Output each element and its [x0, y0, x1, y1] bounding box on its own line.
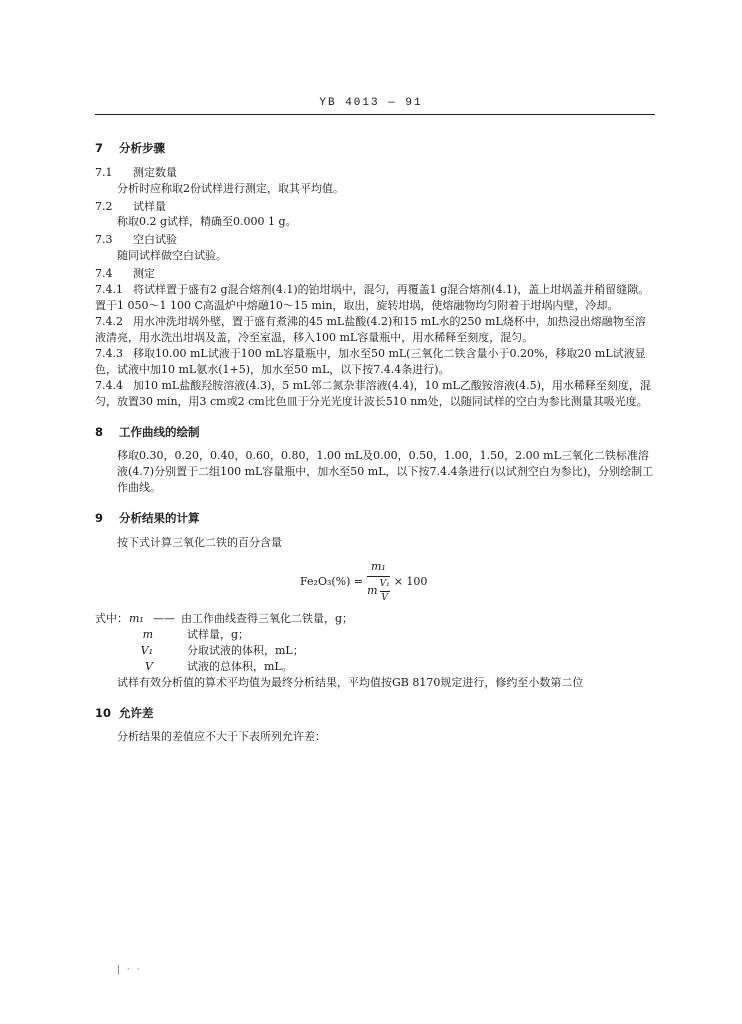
section-7-1-heading	[95, 165, 655, 181]
formula-numerator: m₁	[370, 559, 386, 573]
section-10-text: 分析结果的差值应不大于下表所列允许差：	[117, 730, 326, 744]
variable-description: 由工作曲线查得三氧化二铁量，g；	[181, 611, 354, 625]
variable-description: 试液的总体积，mL。	[187, 659, 293, 673]
section-7-1-title: 测定数量	[133, 165, 177, 179]
section-7-4-number: 7.4	[95, 267, 113, 281]
section-10-heading	[95, 705, 655, 722]
section-7-2-title: 试样量	[133, 199, 166, 213]
section-7-title: 分析步骤	[119, 141, 165, 155]
formula-inner-fraction	[380, 578, 390, 605]
variable-row	[95, 643, 655, 659]
section-7-4-3-number: 7.4.3	[95, 346, 123, 360]
variable-symbol: m	[142, 627, 153, 641]
section-9-heading	[95, 510, 655, 527]
section-7-4-3	[95, 346, 655, 378]
variable-row	[95, 611, 655, 627]
section-7-3-title: 空白试验	[133, 233, 177, 247]
variable-dash	[159, 659, 187, 675]
formula-denominator	[367, 578, 390, 605]
document-body	[95, 126, 655, 745]
variable-row	[95, 659, 655, 675]
section-9-intro: 按下式计算三氧化二铁的百分含量	[117, 535, 282, 549]
section-7-4-1-number: 7.4.1	[95, 283, 123, 297]
section-7-1-number: 7.1	[95, 165, 113, 179]
variable-symbol: m₁	[129, 611, 144, 625]
section-7-3-number: 7.3	[95, 233, 113, 247]
section-8-title: 工作曲线的绘制	[119, 424, 200, 439]
section-7-4-heading	[95, 266, 655, 282]
section-7-4-4	[95, 378, 655, 410]
variable-description: 试样量，g；	[187, 627, 250, 641]
formula-times: × 100	[393, 574, 428, 588]
formula-lhs: Fe₂O₃(%) =	[300, 574, 364, 588]
variable-row	[95, 627, 655, 643]
section-7-1-text: 分析时应称取2份试样进行测定，取其平均值。	[117, 181, 344, 195]
section-7-2-heading	[95, 199, 655, 215]
section-7-4-1-text: 将试样置于盛有2 g混合熔剂(4.1)的铂坩埚中，混匀，再覆盖1 g混合熔剂(4.1)，盖上坩埚盖并稍留缝隙。置于1 050～1 100 C高温炉中熔融10～15 min，取出，旋转坩埚，使熔融物均匀附着于坩埚内壁，冷却。	[95, 283, 650, 313]
section-7-3-text: 随同试样做空白试验。	[117, 249, 227, 263]
section-7-heading	[95, 140, 655, 157]
section-9-tail: 试样有效分析值的算术平均值为最终分析结果，平均值按GB 8170规定进行，修约至小数第二位	[117, 675, 584, 689]
formula-inner-numerator: V₁	[379, 578, 390, 589]
section-7-3-heading	[95, 232, 655, 248]
section-7-4-1	[95, 282, 655, 314]
section-7-4-title: 测定	[133, 267, 155, 281]
formula-block	[95, 559, 655, 603]
section-7-4-3-text: 移取10.00 mL试液于100 mL容量瓶中，加水至50 mL(三氧化二铁含量小于0.20%，移取20 mL试液显色，试液中加10 mL氨水(1+5)，加水至50 mL，以下按7.4.4条进行)。	[95, 346, 646, 376]
where-label: 式中：	[95, 611, 128, 625]
variable-dash	[159, 627, 187, 643]
section-7-4-2-number: 7.4.2	[95, 315, 123, 329]
section-7-4-2	[95, 314, 655, 346]
section-8-heading	[95, 424, 655, 441]
variable-description: 分取试液的体积，mL；	[187, 643, 304, 657]
variable-dash: ——	[153, 611, 175, 625]
formula-fraction	[367, 559, 390, 605]
section-9-number: 9	[95, 511, 104, 526]
section-9-title: 分析结果的计算	[119, 511, 200, 526]
header-rule	[95, 114, 655, 115]
fraction-bar	[367, 576, 390, 577]
section-7-2-text: 称取0.2 g试样，精确至0.000 1 g。	[117, 215, 297, 229]
section-8-number: 8	[95, 424, 104, 439]
formula-m: m	[367, 584, 378, 598]
variable-definitions	[95, 611, 655, 675]
section-8-text: 移取0.30，0.20，0.40，0.60，0.80，1.00 mL及0.00，0.50，1.00，1.50，2.00 mL三氧化二铁标准溶液(4.7)分别置于二组100 mL容量瓶中，加水至50 mL，以下按7.4.4条进行(以试剂空白为参比)，分别绘制工作曲线。	[117, 449, 654, 495]
variable-dash	[159, 643, 187, 659]
section-10-number: 10	[95, 705, 112, 720]
formula-inner-denominator: V	[381, 592, 388, 603]
variable-symbol: V₁	[140, 643, 153, 657]
section-7-2-number: 7.2	[95, 199, 113, 213]
footer-mark: | · ·	[117, 965, 142, 975]
section-7-4-4-text: 加10 mL盐酸羟胺溶液(4.3)，5 mL邻二氮杂菲溶液(4.4)，10 mL乙酸铵溶液(4.5)，用水稀释至刻度，混匀，放置30 min，用3 cm或2 cm比色皿于分光光度计波长510 nm处，以随同试样的空白为参比测量其吸光度。	[95, 378, 651, 408]
fe2o3-formula	[300, 559, 427, 605]
variable-symbol: V	[145, 659, 153, 673]
section-10-title: 允许差	[119, 705, 154, 720]
section-7-4-4-number: 7.4.4	[95, 378, 123, 392]
section-7-4-2-text: 用水冲洗坩埚外壁，置于盛有煮沸的45 mL盐酸(4.2)和15 mL水的250 mL烧杯中，加热浸出熔融物至溶液清亮，用水洗出坩埚及盖，冷至室温，移入100 mL容量瓶中，用水稀释至刻度，混匀。	[95, 315, 646, 345]
page-header: YB 4013 — 91	[319, 97, 423, 109]
section-7-number: 7	[95, 141, 104, 155]
